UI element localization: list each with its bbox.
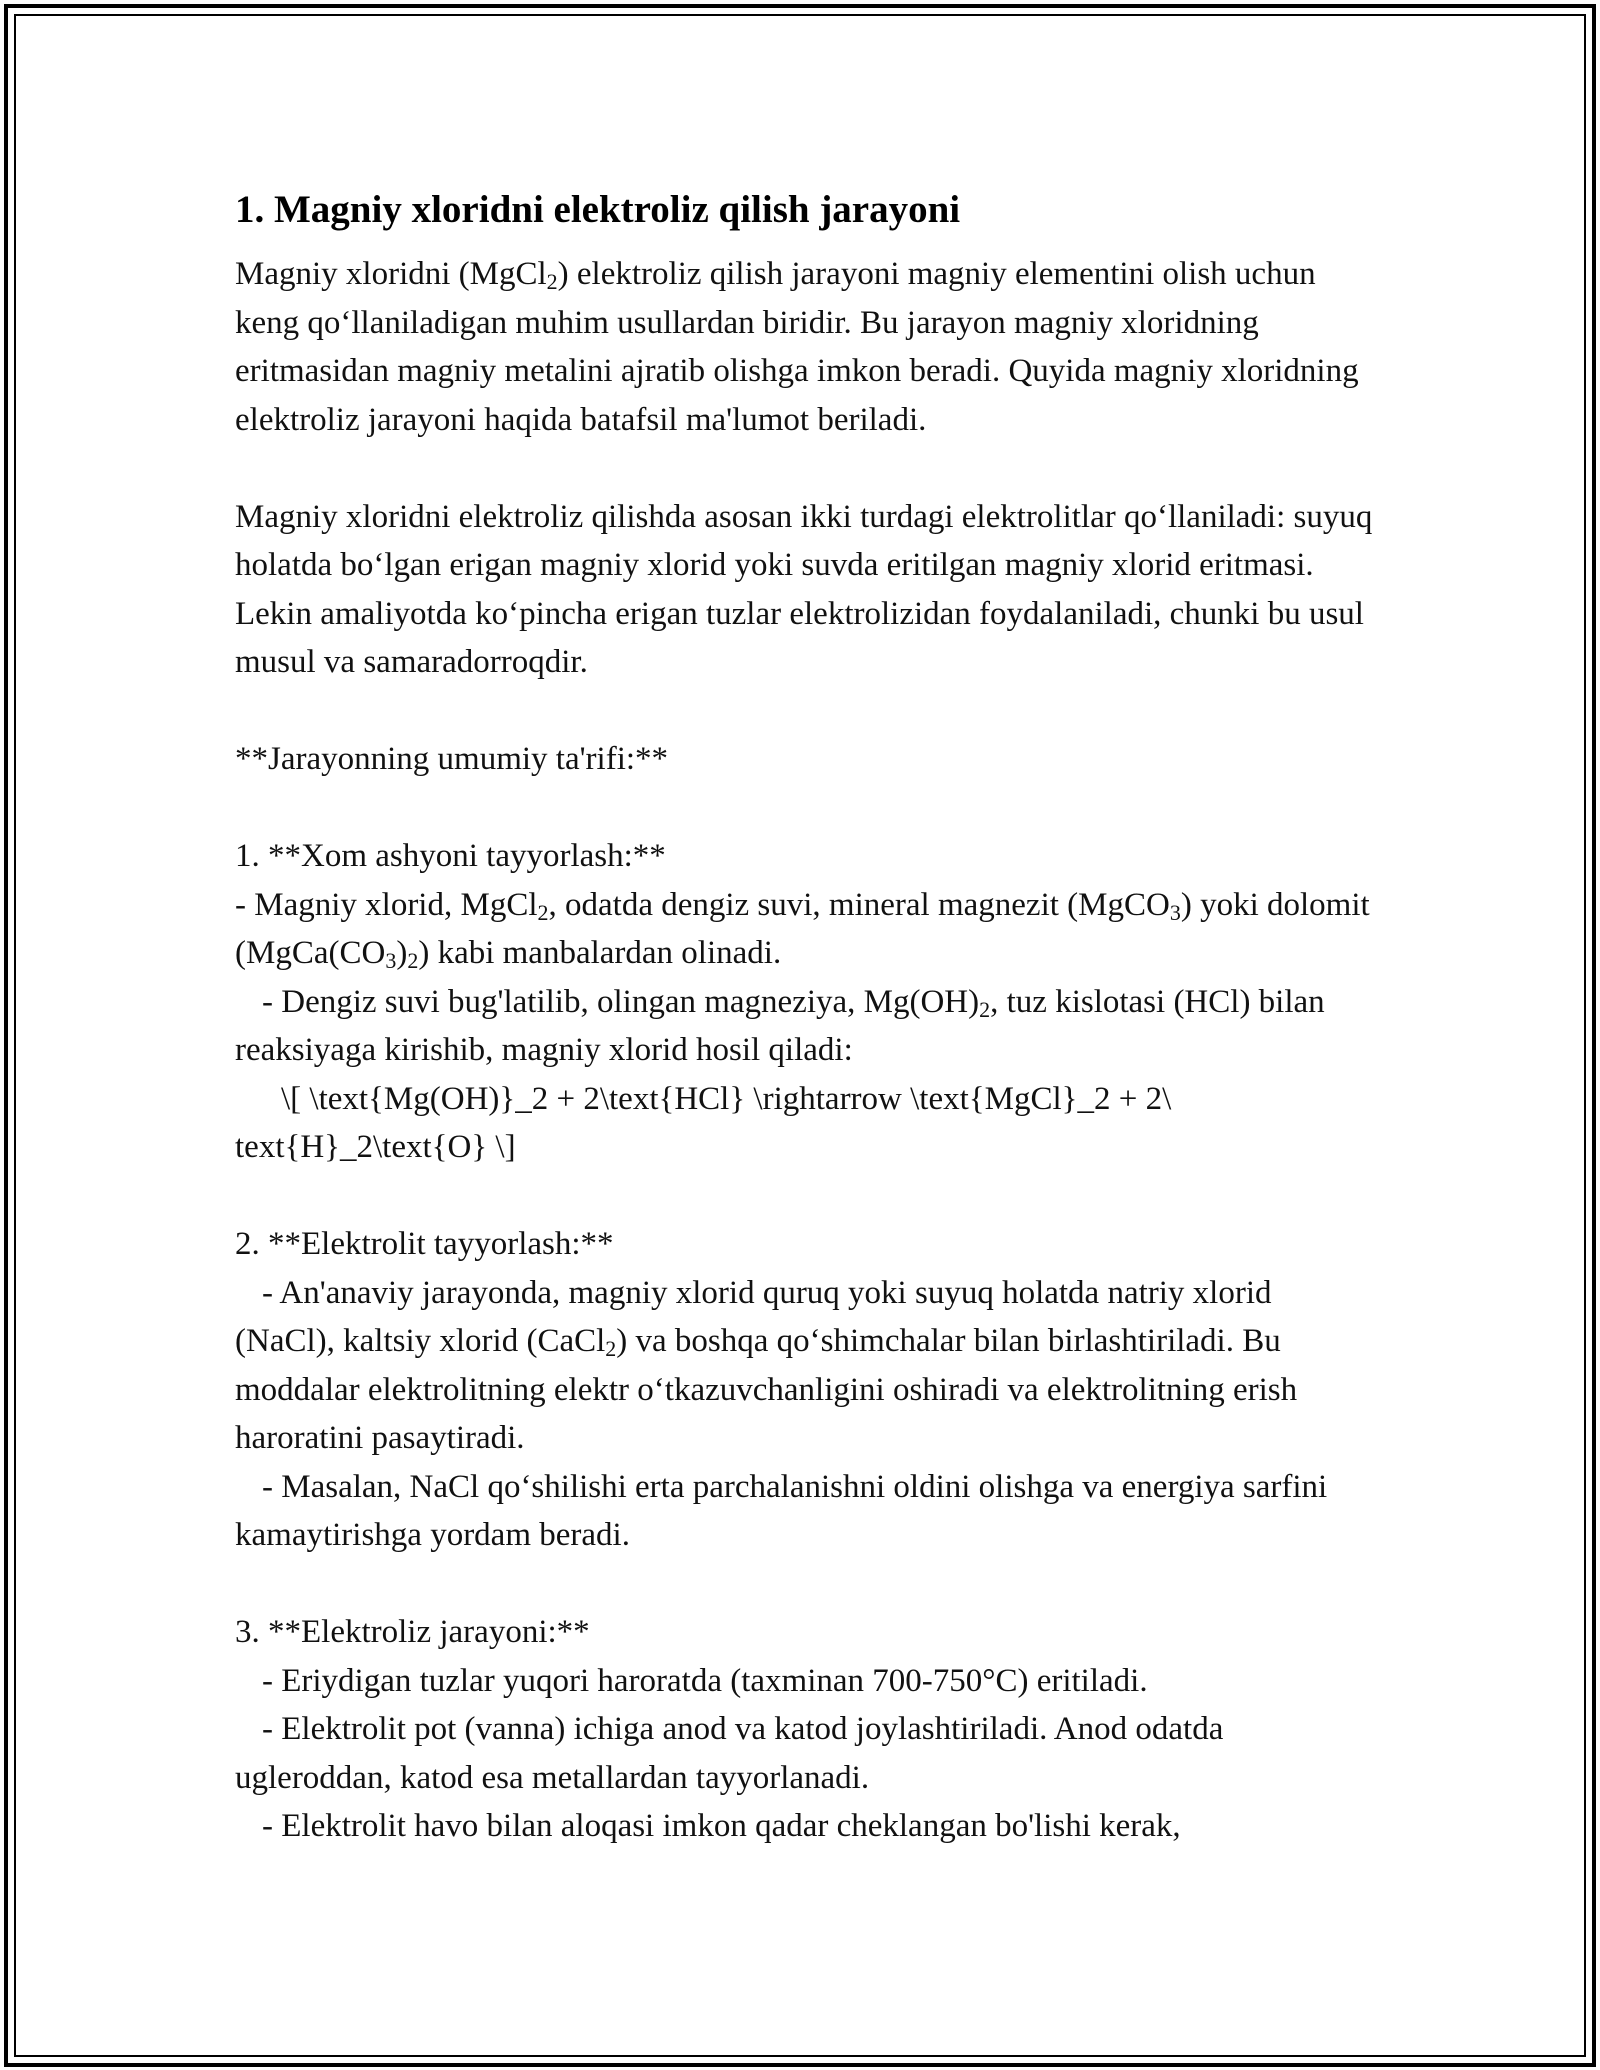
paragraph-gap: [235, 1560, 1375, 1609]
step2-heading: 2. **Elektrolit tayyorlash:**: [235, 1226, 614, 1262]
step1-heading: 1. **Xom ashyoni tayyorlash:**: [235, 838, 666, 874]
step1-bullet1-text-b: , odatda dengiz suvi, mineral magnezit (MgCO: [548, 886, 1170, 923]
paragraph-gap: [235, 444, 1375, 493]
step2-bullet2: - Masalan, NaCl qo‘shilishi erta parchalanishni oldini olishga va energiya sarfini kamaytirishga yordam beradi.: [235, 1468, 1328, 1553]
subscript: 3: [1169, 899, 1181, 925]
step2-bullet1: [235, 1269, 1375, 1463]
electrolytes-paragraph: Magniy xloridni elektroliz qilishda asosan ikki turdagi elektrolitlar qo‘llaniladi: suyuq holatda bo‘lgan erigan magniy xlorid yoki suvda eritilgan magniy xlorid eritmasi. Lekin amaliyotda ko‘pincha erigan tuzlar elektrolizidan foydalaniladi, chunki bu usul musul va samaradorroqdir.: [235, 498, 1373, 680]
subscript: 2: [979, 996, 991, 1022]
formula-line1: \[ \text{Mg(OH)}_2 + 2\text{HCl} \rightarrow \text{MgCl}_2 + 2\: [281, 1080, 1172, 1117]
step2-bullet1-text-a: - An'anaviy jarayonda, magniy xlorid quruq yoki suyuq holatda natriy xlorid (NaCl), kaltsiy xlorid (CaCl: [235, 1274, 1272, 1359]
step3-bullet3: - Elektrolit havo bilan aloqasi imkon qadar cheklangan bo'lishi kerak,: [262, 1808, 1181, 1844]
overview-heading: **Jarayonning umumiy ta'rifi:**: [235, 741, 669, 777]
step1-bullet1-text-e: ) kabi manbalardan olinadi.: [418, 935, 782, 971]
step1-bullet1-text-a: - Magniy xlorid, MgCl: [235, 886, 538, 923]
step3-heading: 3. **Elektroliz jarayoni:**: [235, 1614, 590, 1650]
step1-bullet1-text-d: ): [396, 935, 408, 971]
formula-line2: text{H}_2\text{O} \]: [235, 1129, 516, 1165]
document-body: [235, 186, 1375, 1851]
step1-bullet2-text-a: - Dengiz suvi bug'latilib, olingan magneziya, Mg(OH): [262, 983, 980, 1020]
subscript: 2: [537, 899, 549, 925]
step3-bullet1: - Eriydigan tuzlar yuqori haroratda (taxminan 700-750°C) eritiladi.: [262, 1662, 1148, 1699]
intro-paragraph: [235, 250, 1375, 444]
paragraph-gap: [235, 1172, 1375, 1221]
document-title: 1. Magniy xloridni elektroliz qilish jarayoni: [235, 188, 961, 231]
step2-bullet1-text-b: ) va boshqa qo‘shimchalar bilan birlashtiriladi. Bu moddalar elektrolitning elektr o‘tkazuvchanligini oshiradi va elektrolitning erish haroratini pasaytiradi.: [235, 1323, 1298, 1456]
paragraph-gap: [235, 784, 1375, 833]
step1-bullet2-text-b: , tuz kislotasi (HCl) bilan reaksiyaga kirishib, magniy xlorid hosil qiladi:: [235, 983, 1325, 1068]
paragraph-gap: [235, 687, 1375, 736]
formula: [235, 1075, 1375, 1172]
step1-bullet1: [235, 881, 1375, 978]
step1-bullet1-text-c: ) yoki dolomit (MgCa(CO: [235, 886, 1370, 971]
subscript: 2: [605, 1336, 617, 1361]
intro-subscript: 2: [546, 269, 558, 294]
subscript: 3: [385, 948, 397, 973]
step3-bullet2: - Elektrolit pot (vanna) ichiga anod va katod joylashtiriladi. Anod odatda ugleroddan, katod esa metallardan tayyorlanadi.: [235, 1711, 1224, 1796]
intro-text-a: Magniy xloridni (MgCl: [235, 256, 547, 292]
intro-text-b: ) elektroliz qilish jarayoni magniy elementini olish uchun keng qo‘llaniladigan muhim usullardan biridir. Bu jarayon magniy xloridning eritmasidan magniy metalini ajratib olishga imkon beradi. Quyida magniy xloridning elektroliz jarayoni haqida batafsil ma'lumot beriladi.: [235, 256, 1359, 438]
subscript: 2: [407, 948, 419, 973]
step1-bullet2: [235, 978, 1375, 1075]
